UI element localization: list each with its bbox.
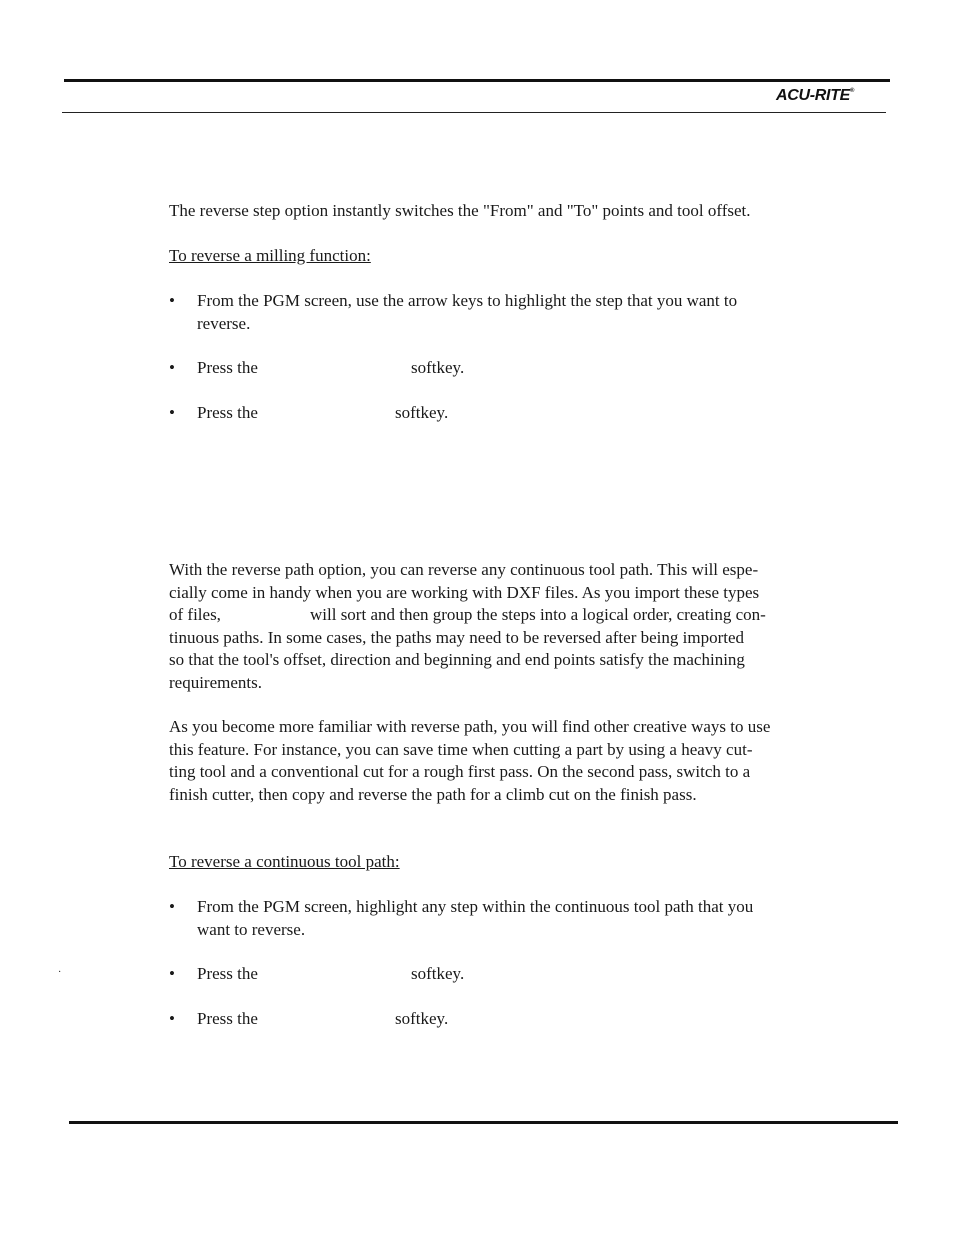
- reverse-step-bullet-3-suffix: softkey.: [395, 403, 449, 422]
- reverse-path-bullet-1-line-2: want to reverse.: [197, 919, 306, 939]
- reverse-step-bullet-1-line-1: From the PGM screen, use the arrow keys to highlight the step that you want to: [197, 291, 738, 310]
- reverse-step-bullet-2-suffix: softkey.: [411, 358, 465, 377]
- acu-rite-logo: ACU-RITE®: [776, 87, 855, 104]
- bullet-marker: •: [169, 358, 175, 377]
- reverse-path-bullet-3-suffix: softkey.: [395, 1009, 449, 1028]
- reverse-step-bullet-2-prefix: Press the: [197, 358, 258, 377]
- reverse-path-p1-line-2: cially come in handy when you are working with DXF files. As you import these types: [169, 582, 760, 602]
- reverse-path-p2-line-4: finish cutter, then copy and reverse the path for a climb cut on the finish pass.: [169, 784, 697, 804]
- header-rule-top: [64, 79, 890, 82]
- header-rule-bottom: [62, 112, 886, 113]
- reverse-step-bullet-3-prefix: Press the: [197, 403, 258, 422]
- bullet-marker: •: [169, 1009, 175, 1028]
- bullet-marker: •: [169, 964, 175, 983]
- footer-rule: [69, 1121, 898, 1124]
- reverse-path-bullet-2-suffix: softkey.: [411, 964, 465, 983]
- stray-mark: ·: [58, 967, 62, 978]
- reverse-path-p1-line-4: tinuous paths. In some cases, the paths may need to be reversed after being imported: [169, 627, 744, 647]
- reverse-path-p1-line-1: With the reverse path option, you can reverse any continuous tool path. This will espe-: [169, 560, 759, 579]
- reverse-path-p2-line-1: As you become more familiar with reverse path, you will find other creative ways to use: [169, 717, 771, 736]
- reverse-step-intro: The reverse step option instantly switches the "From" and "To" points and tool offset.: [169, 201, 751, 220]
- reverse-path-p1-line-3b: will sort and then group the steps into a logical order, creating con-: [310, 605, 766, 625]
- reverse-path-p2-line-2: this feature. For instance, you can save time when cutting a part by using a heavy cut-: [169, 739, 753, 759]
- bullet-marker: •: [169, 291, 175, 310]
- reverse-step-heading: To reverse a milling function:: [169, 246, 371, 265]
- reverse-path-p1-line-5: so that the tool's offset, direction and beginning and end points satisfy the machining: [169, 650, 745, 670]
- reverse-path-heading: To reverse a continuous tool path:: [169, 852, 400, 871]
- reverse-path-bullet-1-line-1: From the PGM screen, highlight any step within the continuous tool path that you: [197, 897, 754, 916]
- reverse-path-bullet-2-prefix: Press the: [197, 964, 258, 983]
- reverse-path-bullet-3-prefix: Press the: [197, 1009, 258, 1028]
- reverse-path-p1-line-3a: of files,: [169, 605, 221, 625]
- bullet-marker: •: [169, 897, 175, 916]
- reverse-step-bullet-1-line-2: reverse.: [197, 313, 251, 333]
- bullet-marker: •: [169, 403, 175, 422]
- reverse-path-p1-line-6: requirements.: [169, 673, 262, 692]
- reverse-path-p2-line-3: ting tool and a conventional cut for a rough first pass. On the second pass, switch to a: [169, 762, 751, 782]
